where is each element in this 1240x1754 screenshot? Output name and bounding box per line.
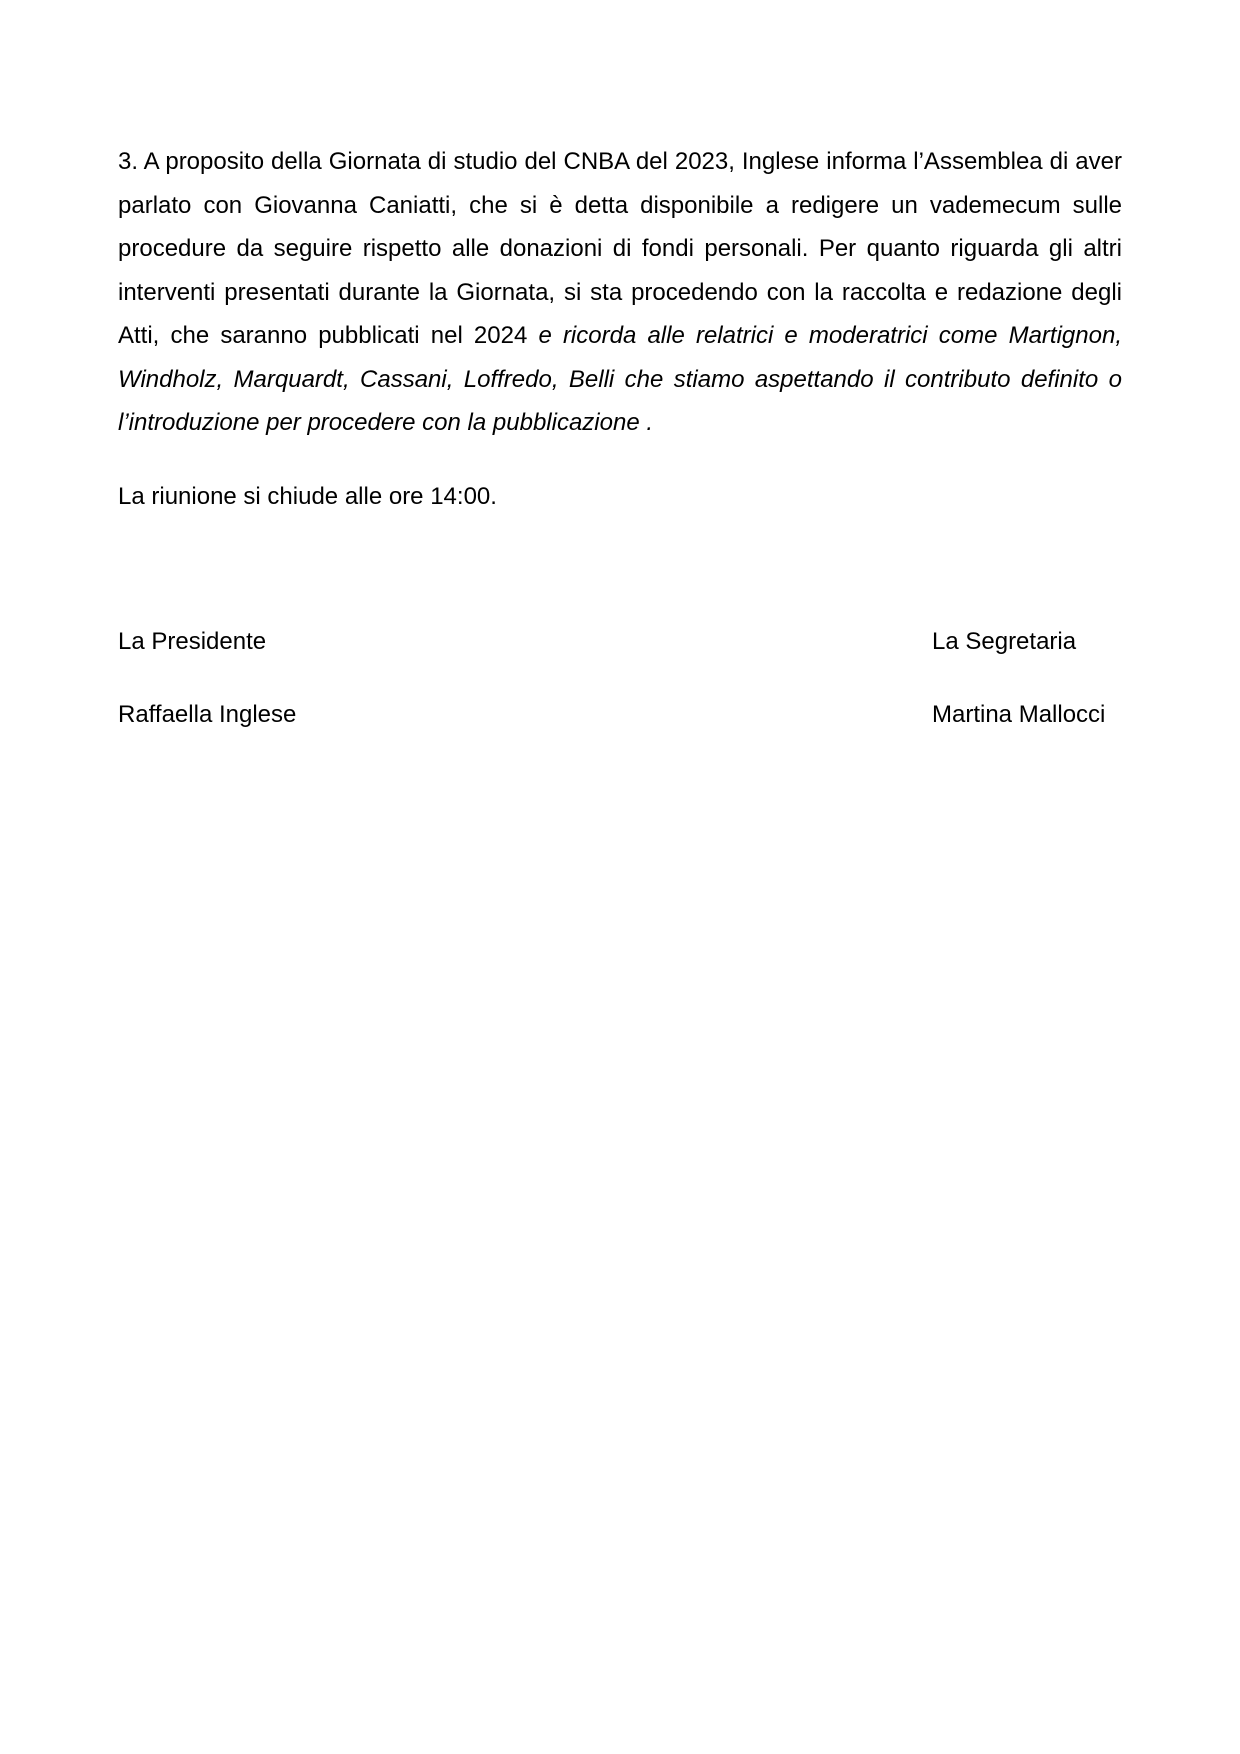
signature-role-right: La Segretaria <box>932 628 1077 655</box>
paragraph-regular-text: 3. A proposito della Giornata di studio del CNBA del 2023, Inglese informa l’Assemblea di aver parlato con Giovanna Caniatti, che si è detta disponibile a redigere un vademecum sulle procedure da seguire rispetto alle donazioni di fondi personali. Per quanto riguarda gli altri interventi presentati durante la Giornata, si sta procedendo con la raccolta e redazione degli Atti, che saranno pubblicati nel 2024 <box>118 148 1122 349</box>
paragraph-italic-text: e ricorda alle relatrici e moderatrici come Martignon, Windholz, Marquardt, Cassani, Loffredo, Belli che stiamo aspettando il contributo definito o l’introduzione per procedere con la pubblicazione . <box>118 322 1122 436</box>
signature-role-left: La Presidente <box>118 628 267 655</box>
closing-statement: La riunione si chiude alle ore 14:00. <box>118 483 497 510</box>
body-paragraph-item-3 <box>118 140 1122 445</box>
signature-name-left: Raffaella Inglese <box>118 701 297 728</box>
signature-name-right: Martina Mallocci <box>932 701 1106 728</box>
